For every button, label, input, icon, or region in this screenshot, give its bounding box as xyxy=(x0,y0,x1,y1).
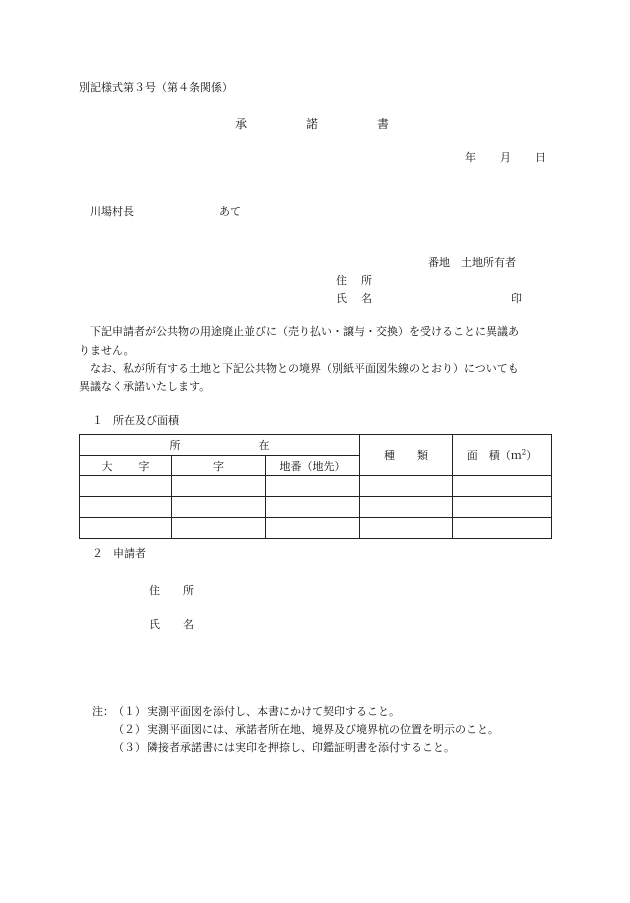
oaza-header xyxy=(80,456,172,476)
location-header-char-1: 所 xyxy=(169,439,181,452)
owner-address-line: 番地 土地所有者 xyxy=(428,256,516,269)
applicant-address-label-1: 住 xyxy=(149,584,160,597)
table-cell[interactable] xyxy=(80,497,172,518)
section1-title: 所在及び面積 xyxy=(113,414,179,427)
note-2-number: （２） xyxy=(113,723,146,736)
table-row xyxy=(80,497,552,518)
table-row xyxy=(80,476,552,497)
date-day: 日 xyxy=(535,151,546,164)
area-header-sup: 2 xyxy=(521,448,527,457)
area-header xyxy=(453,435,552,476)
chiban-header: 地番（地先） xyxy=(266,456,360,476)
table-cell[interactable] xyxy=(360,476,453,497)
title-char-2: 諾 xyxy=(306,117,319,131)
owner-address-label-1: 住 xyxy=(336,274,347,287)
table-cell[interactable] xyxy=(172,476,266,497)
type-header-char-1: 種 xyxy=(384,449,396,462)
table-cell[interactable] xyxy=(172,497,266,518)
applicant-address-label-2: 所 xyxy=(183,584,194,597)
section2-number: ２ xyxy=(92,547,103,560)
date-month: 月 xyxy=(500,151,511,164)
applicant-name-label-2: 名 xyxy=(183,618,194,631)
table-cell[interactable] xyxy=(453,518,552,539)
table-cell[interactable] xyxy=(172,518,266,539)
form-number: 別記様式第３号（第４条関係） xyxy=(79,81,233,94)
addressee-name: 川場村長 xyxy=(90,205,134,218)
aza-header: 字 xyxy=(172,456,266,476)
table-cell[interactable] xyxy=(453,476,552,497)
area-header-text: 面 積（ｍ xyxy=(466,449,522,462)
table-cell[interactable] xyxy=(80,476,172,497)
owner-seal: 印 xyxy=(511,292,522,305)
owner-address-label-2: 所 xyxy=(361,274,372,287)
note-1-number: （１） xyxy=(113,705,146,718)
table-cell[interactable] xyxy=(266,497,360,518)
paragraph1-line1: 下記申請者が公共物の用途廃止並びに（売り払い・譲与・交換）を受けることに異議あ xyxy=(90,325,519,338)
type-header xyxy=(360,435,453,476)
table-cell[interactable] xyxy=(266,518,360,539)
note-3-number: （３） xyxy=(113,741,146,754)
location-header-char-2: 在 xyxy=(258,439,270,452)
table-cell[interactable] xyxy=(360,497,453,518)
table-cell[interactable] xyxy=(360,518,453,539)
type-header-char-2: 類 xyxy=(417,449,429,462)
addressee-suffix: あて xyxy=(219,205,241,218)
table-cell[interactable] xyxy=(453,497,552,518)
notes-prefix: 注： xyxy=(92,705,114,718)
oaza-header-char-2: 字 xyxy=(138,459,150,473)
section2-title: 申請者 xyxy=(113,547,146,560)
applicant-name-label-1: 氏 xyxy=(149,618,160,631)
paragraph1-line2: りません。 xyxy=(79,344,135,357)
table-cell[interactable] xyxy=(266,476,360,497)
note-3-text: 隣接者承諾書には実印を押捺し、印鑑証明書を添付すること。 xyxy=(147,741,455,754)
title-char-1: 承 xyxy=(235,117,248,131)
area-header-close: ） xyxy=(526,449,538,462)
table-cell[interactable] xyxy=(80,518,172,539)
owner-name-label-2: 名 xyxy=(361,292,372,305)
oaza-header-char-1: 大 xyxy=(101,459,113,473)
location-area-table xyxy=(79,434,552,539)
title-char-3: 書 xyxy=(377,117,390,131)
paragraph2-line2: 異議なく承諾いたします。 xyxy=(79,380,211,393)
date-year: 年 xyxy=(465,151,476,164)
owner-name-label-1: 氏 xyxy=(336,292,347,305)
location-header xyxy=(80,435,360,456)
section1-number: １ xyxy=(92,414,103,427)
table-row xyxy=(80,518,552,539)
paragraph2-line1: なお、私が所有する土地と下記公共物との境界（別紙平面図朱線のとおり）についても xyxy=(90,362,519,375)
note-1-text: 実測平面図を添付し、本書にかけて契印すること。 xyxy=(147,705,400,718)
note-2-text: 実測平面図には、承諾者所在地、境界及び境界杭の位置を明示のこと。 xyxy=(147,723,499,736)
